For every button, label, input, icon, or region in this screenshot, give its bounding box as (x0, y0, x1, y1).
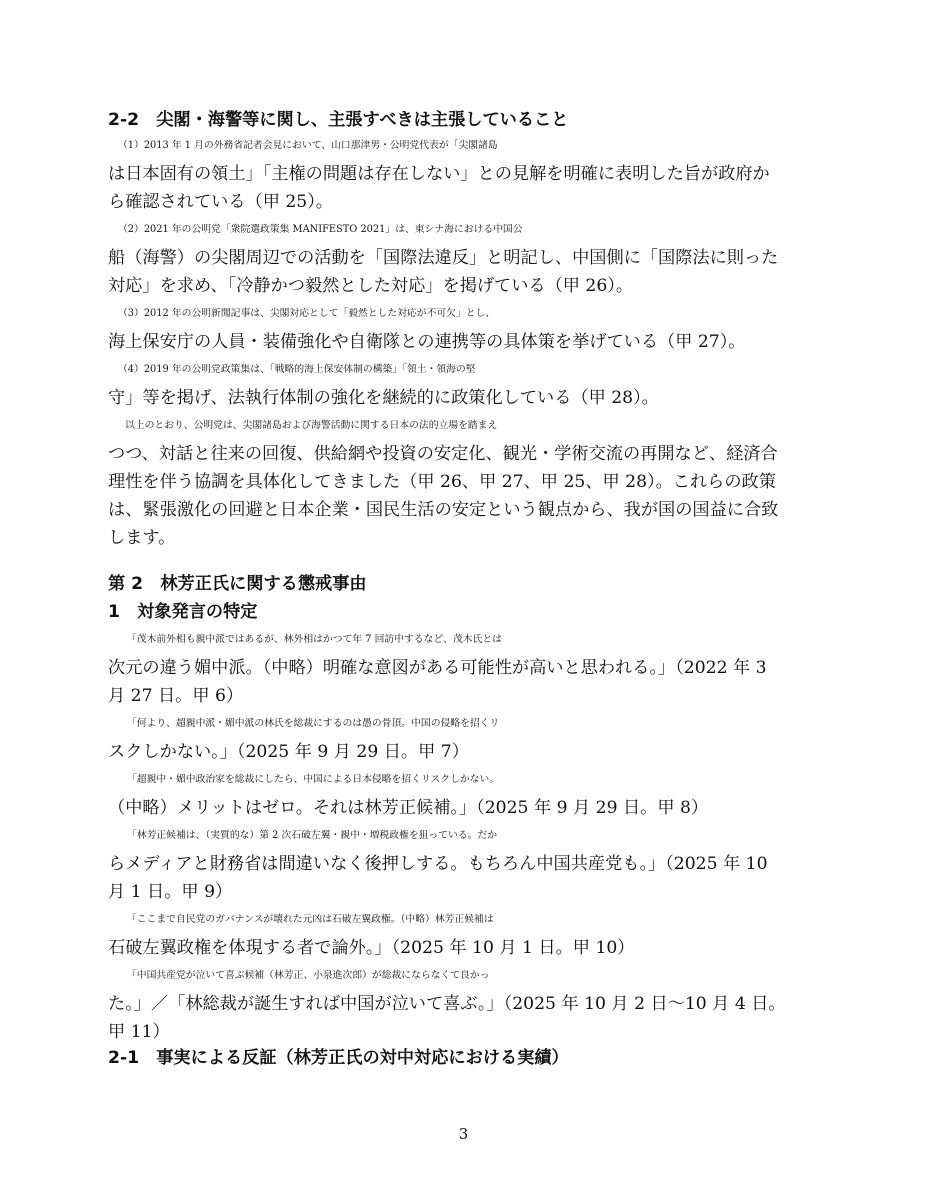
chapter-heading: 第 2 林芳正氏に関する懲戒事由 (108, 574, 367, 594)
paragraph-line: ら確認されている（甲 25）。 (108, 192, 333, 212)
paragraph-line: （3）2012 年の公明新聞記事は、尖閣対応として「毅然とした対応が不可欠」とし、 (118, 308, 496, 319)
quote-line: 「超親中・媚中政治家を総裁にしたら、中国による日本侵略を招くリスクしかない。 (127, 774, 500, 785)
quote-line: （中略）メリットはゼロ。それは林芳正候補。」（2025 年 9 月 29 日。甲 8） (108, 798, 709, 818)
paragraph-line: します。 (108, 528, 176, 548)
quote-line: 「何より、超親中派・媚中派の林氏を総裁にするのは愚の骨頂。中国の侵略を招くリ (127, 718, 500, 729)
paragraph-line: つつ、対話と往来の回復、供給網や投資の安定化、観光・学術交流の再開など、経済合 (108, 444, 778, 464)
quote-line: 「ここまで自民党のガバナンスが壊れた元凶は石破左翼政権。（中略）林芳正候補は (127, 914, 494, 925)
paragraph-line: 船（海警）の尖閣周辺での活動を「国際法違反」と明記し、中国側に「国際法に則った (108, 248, 779, 268)
page-number: 3 (458, 1125, 469, 1143)
paragraph-line: 対応」を求め、「冷静かつ毅然とした対応」を掲げている（甲 26）。 (108, 276, 634, 296)
section-heading-2-1: 2-1 事実による反証（林芳正氏の対中対応における実績） (108, 1048, 569, 1068)
paragraph-line: 以上のとおり、公明党は、尖閣諸島および海警活動に関する日本の法的立場を踏まえ (125, 420, 498, 431)
paragraph-line: 理性を伴う協調を具体化してきました（甲 26、甲 27、甲 25、甲 28）。これらの政策 (108, 472, 776, 492)
quote-line: 「中国共産党が泣いて喜ぶ候補（林芳正、小泉進次郎）が総裁にならなくて良かっ (127, 970, 490, 981)
sub-heading: 1 対象発言の特定 (108, 602, 258, 622)
quote-line: 「茂木前外相も親中派ではあるが、林外相はかつて年 7 回訪中するなど、茂木氏とは (127, 634, 502, 645)
paragraph-line: は日本固有の領土」「主権の問題は存在しない」との見解を明確に表明した旨が政府か (108, 164, 770, 184)
section-heading-2-2: 2-2 尖閣・海警等に関し、主張すべきは主張していること (108, 110, 569, 130)
quote-line: 次元の違う媚中派。（中略）明確な意図がある可能性が高いと思われる。」（2022 年 3 (108, 658, 767, 678)
quote-line: 甲 11） (108, 1022, 170, 1042)
paragraph-line: （1）2013 年 1 月の外務省記者会見において、山口那津男・公明党代表が「尖閣諸島 (118, 140, 498, 151)
paragraph-line: （2）2021 年の公明党「衆院選政策集 MANIFESTO 2021」は、東シナ海における中国公 (118, 224, 523, 235)
quote-line: らメディアと財務省は間違いなく後押しする。もちろん中国共産党も。」（2025 年 10 (108, 854, 768, 874)
paragraph-line: は、緊張激化の回避と日本企業・国民生活の安定という観点から、我が国の国益に合致 (108, 500, 779, 520)
paragraph-line: 海上保安庁の人員・装備強化や自衛隊との連携等の具体策を挙げている（甲 27）。 (108, 332, 746, 352)
quote-line: 月 27 日。甲 6） (108, 686, 244, 706)
quote-line: 石破左翼政権を体現する者で論外。」（2025 年 10 月 1 日。甲 10） (108, 938, 635, 958)
quote-line: 月 1 日。甲 9） (108, 882, 233, 902)
quote-line: た。」／「林総裁が誕生すれば中国が泣いて喜ぶ。」（2025 年 10 月 2 日〜10 月 4 日。 (108, 994, 786, 1014)
quote-line: 「林芳正候補は、（実質的な）第 2 次石破左翼・親中・増税政権を狙っている。だか (127, 830, 498, 841)
paragraph-line: 守」等を掲げ、法執行体制の強化を継続的に政策化している（甲 28）。 (108, 388, 659, 408)
paragraph-line: （4）2019 年の公明党政策集は、「戦略的海上保安体制の構築」「領土・領海の堅 (118, 364, 476, 375)
quote-line: スクしかない。」（2025 年 9 月 29 日。甲 7） (108, 742, 469, 762)
